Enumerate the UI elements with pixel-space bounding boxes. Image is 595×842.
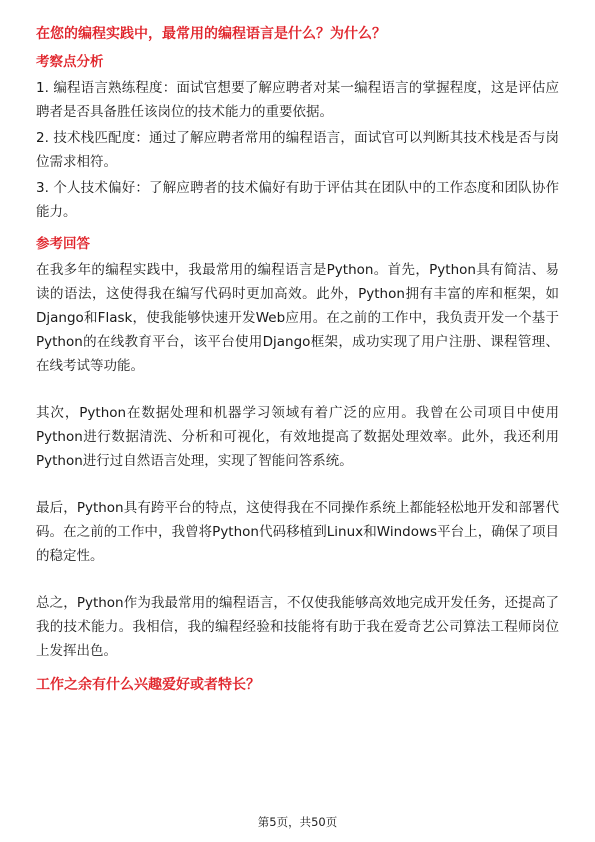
page-number-footer: 第5页，共50页 <box>257 815 338 829</box>
analysis-section <box>36 52 559 224</box>
answer-paragraph: 最后，Python具有跨平台的特点，这使得我在不同操作系统上都能轻松地开发和部署代码。在之前的工作中，我曾将Python代码移植到Linux和Windows平台上，确保了项目的稳定性。 <box>36 500 559 564</box>
answer-paragraph: 在我多年的编程实践中，我最常用的编程语言是Python。首先，Python具有简洁、易读的语法，这使得我在编写代码时更加高效。此外，Python拥有丰富的库和框架，如Django和Flask，使我能够快速开发Web应用。在之前的工作中，我负责开发一个基于Python的在线教育平台，该平台使用Django框架，成功实现了用户注册、课程管理、在线考试等功能。 <box>36 262 559 374</box>
page-content <box>36 24 559 695</box>
analysis-point: 2. 技术栈匹配度：通过了解应聘者常用的编程语言，面试官可以判断其技术栈是否与岗位需求相符。 <box>36 130 559 170</box>
answer-heading: 参考回答 <box>36 236 90 252</box>
question-title: 在您的编程实践中，最常用的编程语言是什么？为什么？ <box>36 26 386 42</box>
answer-paragraph: 总之，Python作为我最常用的编程语言，不仅使我能够高效地完成开发任务，还提高了我的技术能力。我相信，我的编程经验和技能将有助于我在爱奇艺公司算法工程师岗位上发挥出色。 <box>36 595 559 659</box>
analysis-point: 3. 个人技术偏好：了解应聘者的技术偏好有助于评估其在团队中的工作态度和团队协作能力。 <box>36 180 559 220</box>
answer-paragraph: 其次，Python在数据处理和机器学习领域有着广泛的应用。我曾在公司项目中使用Python进行数据清洗、分析和可视化，有效地提高了数据处理效率。此外，我还利用Python进行过自然语言处理，实现了智能问答系统。 <box>36 405 559 469</box>
next-question-title: 工作之余有什么兴趣爱好或者特长？ <box>36 677 260 693</box>
analysis-heading: 考察点分析 <box>36 54 104 70</box>
analysis-point: 1. 编程语言熟练程度：面试官想要了解应聘者对某一编程语言的掌握程度，这是评估应聘者是否具备胜任该岗位的技术能力的重要依据。 <box>36 80 559 120</box>
answer-section <box>36 234 559 663</box>
